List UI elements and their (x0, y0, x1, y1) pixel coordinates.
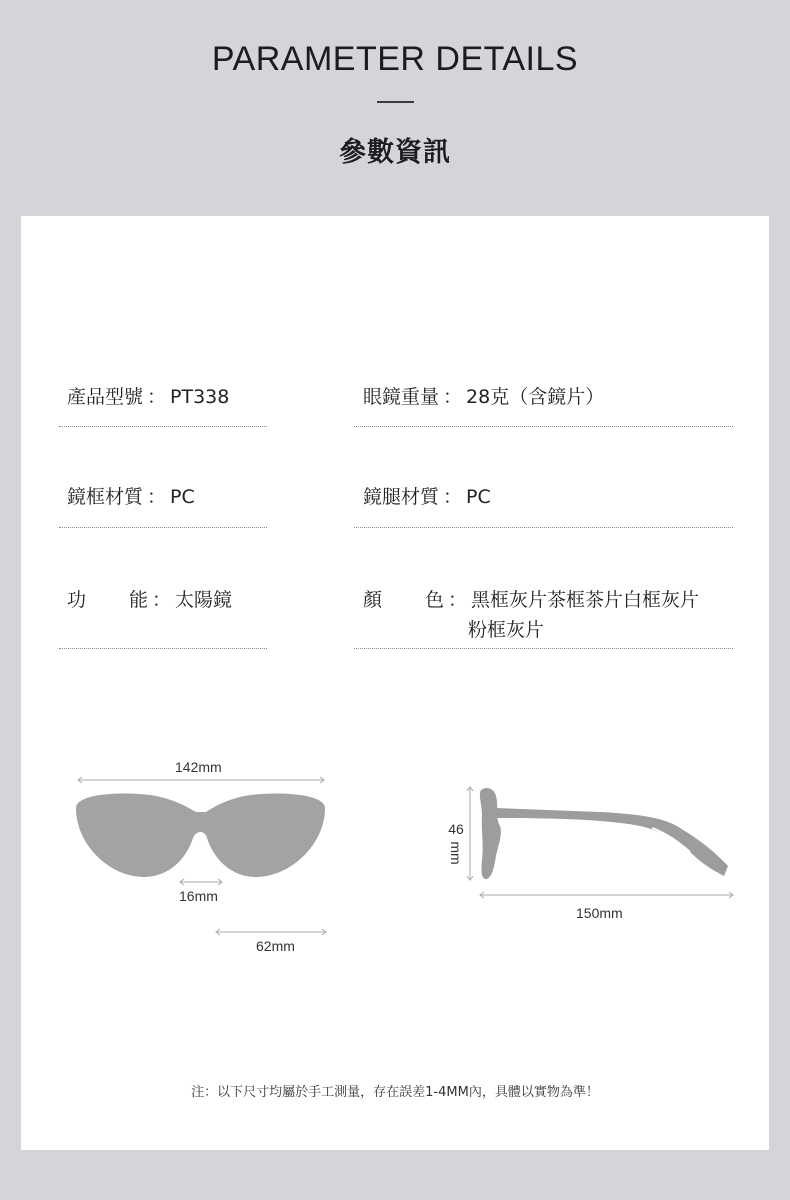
param-color-value-line1: 黑框灰片茶框茶片白框灰片 (471, 589, 700, 611)
lens-height-unit: mm (448, 841, 464, 865)
param-frame-material-label: 鏡框材質 (67, 486, 144, 508)
param-color-label-a: 顏 (363, 589, 383, 611)
param-color-label-b: 色 (425, 589, 445, 611)
divider-line (354, 426, 733, 427)
temple-length-arrow (0, 0, 1, 1)
param-model-label: 產品型號 (67, 386, 144, 408)
param-function-label-a: 功 (67, 589, 87, 611)
param-separator: ： (443, 486, 463, 508)
param-color-line2 (468, 615, 544, 645)
page-title-zh: 參數資訊 (339, 137, 451, 168)
total-width-label: 142mm (175, 759, 222, 775)
divider-line (354, 648, 733, 649)
param-separator: ： (448, 589, 468, 611)
param-model-value: PT338 (170, 386, 230, 408)
param-function-label-b: 能 (129, 589, 149, 611)
param-weight-value: 28克（含鏡片） (466, 386, 605, 408)
param-color (363, 585, 699, 615)
measurement-note: 注：以下尺寸均屬於手工測量，存在誤差1-4MM內，具體以實物為準！ (191, 1085, 599, 1100)
param-weight-label: 眼鏡重量 (363, 386, 440, 408)
param-color-value-line2: 粉框灰片 (468, 619, 545, 641)
param-temple-material-label: 鏡腿材質 (363, 486, 440, 508)
param-temple-material (363, 482, 491, 512)
param-frame-material (67, 482, 195, 512)
param-frame-material-value: PC (170, 486, 195, 508)
lens-height-number: 46 (448, 821, 464, 837)
param-separator: ： (147, 386, 167, 408)
param-function (67, 585, 232, 615)
param-function-value: 太陽鏡 (175, 589, 233, 611)
divider-line (59, 648, 267, 649)
divider-line (59, 426, 267, 427)
title-divider (377, 101, 414, 103)
param-temple-material-value: PC (466, 486, 491, 508)
bridge-width-label: 16mm (179, 888, 218, 904)
param-weight (363, 382, 604, 412)
divider-line (59, 527, 267, 528)
page-title-en: PARAMETER DETAILS (211, 40, 579, 78)
parameter-card (21, 216, 769, 1150)
param-separator: ： (152, 589, 172, 611)
param-model (67, 382, 229, 412)
param-separator: ： (443, 386, 463, 408)
divider-line (354, 527, 733, 528)
temple-length-label: 150mm (576, 905, 623, 921)
lens-width-label: 62mm (256, 938, 295, 954)
param-separator: ： (147, 486, 167, 508)
